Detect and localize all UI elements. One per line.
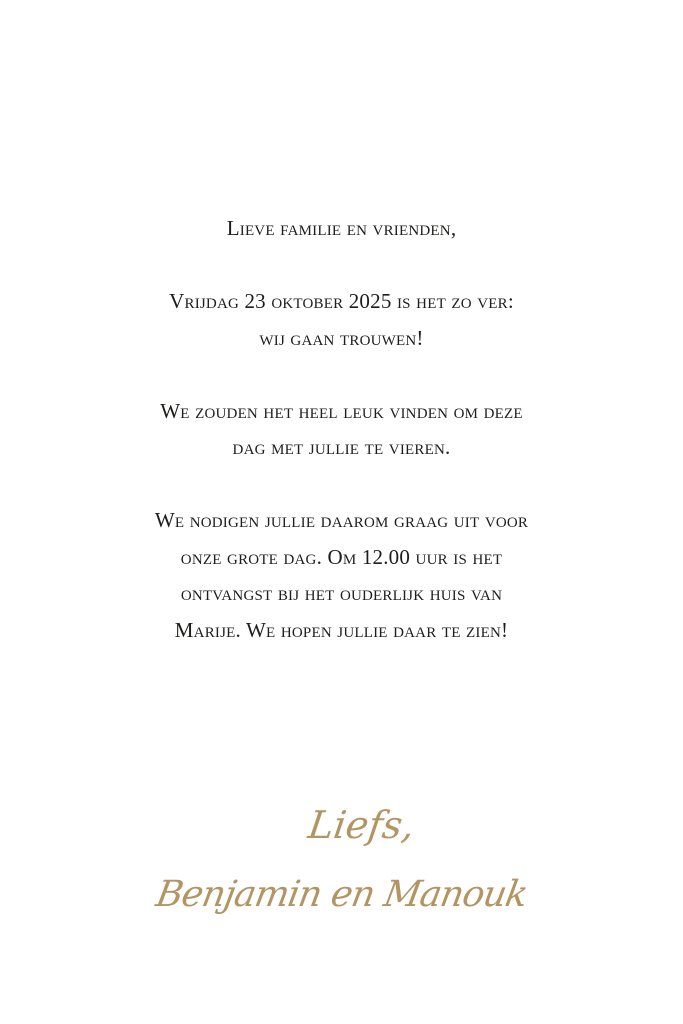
- signature-names: Benjamin en Manouk: [152, 874, 531, 915]
- paragraph-1-line-1: Vrijdag 23 oktober 2025 is het zo ver:: [169, 289, 514, 313]
- letter-body: [0, 210, 683, 648]
- paragraph-gap: [0, 466, 683, 503]
- signature: [0, 790, 683, 930]
- paragraph-gap: [0, 356, 683, 393]
- greeting: Lieve familie en vrienden,: [226, 216, 457, 240]
- paragraph-3-line-1: We nodigen jullie daarom graag uit voor: [154, 508, 529, 532]
- paragraph-2-line-1: We zouden het heel leuk vinden om deze: [160, 398, 523, 423]
- paragraph-3-line-3: ontvangst bij het ouderlijk huis van: [180, 581, 503, 605]
- paragraph-3-line-2: onze grote dag. Om 12.00 uur is het: [180, 544, 503, 569]
- signature-closing: Liefs,: [305, 803, 418, 847]
- paragraph-gap: [0, 247, 683, 284]
- paragraph-2-line-2: dag met jullie te vieren.: [232, 435, 451, 459]
- paragraph-1-line-2: wij gaan trouwen!: [259, 325, 424, 350]
- paragraph-3-line-4: Marije. We hopen jullie daar te zien!: [174, 617, 509, 642]
